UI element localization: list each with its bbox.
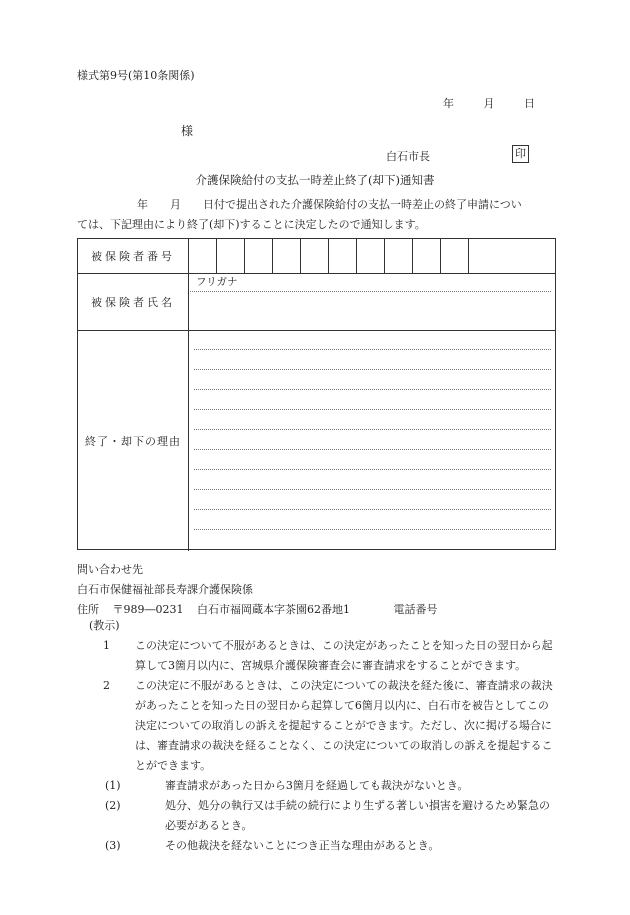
notice-item-2: 2 この決定に不服があるときは、この決定についての裁決を経た後に、審査請求の裁決があったことを知った日の翌日から起算して6箇月以内に、白石市を被告としてこの決定についての取消しの訴えを提起することができます。ただし、次に掲げる場合には、審査請求の裁決を経ることなく、この決定についての取消しの訴えを提起することができます。 bbox=[103, 679, 553, 772]
seal-mark: 印 bbox=[512, 145, 529, 163]
issuer: 白石市長 bbox=[386, 150, 430, 163]
notice-item-1: 1 この決定について不服があるときは、この決定があったことを知った日の翌日から起算して3箇月以内に、宮城県介護保険審査会に審査請求をすることができます。 bbox=[103, 639, 553, 672]
number-box[interactable] bbox=[217, 239, 245, 273]
number-box[interactable] bbox=[273, 239, 301, 273]
insured-name-row bbox=[78, 274, 555, 331]
reason-dotted-line[interactable] bbox=[194, 369, 551, 370]
reason-dotted-line[interactable] bbox=[194, 409, 551, 410]
form-number: 様式第9号(第10条関係) bbox=[77, 69, 195, 82]
insured-number-row bbox=[78, 239, 555, 274]
reason-dotted-line[interactable] bbox=[194, 489, 551, 490]
date-month: 月 bbox=[483, 97, 495, 110]
notice-block bbox=[77, 616, 557, 856]
address-label: 住所 bbox=[77, 603, 99, 616]
phone-label: 電話番号 bbox=[393, 603, 438, 616]
date-line bbox=[443, 95, 535, 111]
number-box[interactable] bbox=[413, 239, 441, 273]
number-box[interactable] bbox=[441, 239, 469, 273]
number-box[interactable] bbox=[245, 239, 273, 273]
number-box[interactable] bbox=[189, 239, 217, 273]
document-title: 介護保険給付の支払一時差止終了(却下)通知書 bbox=[195, 173, 435, 187]
reason-dotted-line[interactable] bbox=[194, 349, 551, 350]
form-table bbox=[77, 238, 556, 550]
reason-dotted-line[interactable] bbox=[194, 389, 551, 390]
notice-subitem-3: (3) その他裁決を経ないことにつき正当な理由があるとき。 bbox=[105, 839, 440, 852]
contact-block bbox=[77, 560, 438, 620]
body-line-1: 年 月 日付で提出された介護保険給付の支払一時差止の終了申請につい bbox=[137, 198, 522, 211]
reason-dotted-line[interactable] bbox=[194, 529, 551, 530]
reason-row bbox=[78, 331, 555, 551]
body-text bbox=[77, 195, 557, 235]
body-line-2: ては、下記理由により終了(却下)することに決定したので通知します。 bbox=[77, 218, 426, 231]
postal-code: 〒989―0231 bbox=[112, 603, 184, 616]
reason-dotted-line[interactable] bbox=[194, 469, 551, 470]
date-day: 日 bbox=[524, 97, 535, 110]
number-box[interactable] bbox=[385, 239, 413, 273]
number-box[interactable] bbox=[357, 239, 385, 273]
number-box[interactable] bbox=[301, 239, 329, 273]
address-text: 白石市福岡蔵本字茶園62番地1 bbox=[197, 603, 350, 616]
furigana-label: フリガナ bbox=[196, 276, 238, 288]
reason-dotted-line[interactable] bbox=[194, 429, 551, 430]
contact-department: 白石市保健福祉部長寿課介護保険係 bbox=[77, 583, 253, 596]
date-year: 年 bbox=[443, 97, 454, 110]
notice-subitem-1: (1) 審査請求があった日から3箇月を経過しても裁決がないとき。 bbox=[105, 779, 469, 792]
addressee-suffix: 様 bbox=[181, 124, 194, 138]
notice-subitem-2: (2) 処分、処分の執行又は手続の続行により生ずる著しい損害を避けるため緊急の必要があるとき。 bbox=[105, 799, 550, 832]
furigana-dotted-line bbox=[190, 291, 551, 292]
reason-dotted-line[interactable] bbox=[194, 449, 551, 450]
insured-number-label: 被保険者番号 bbox=[78, 239, 189, 273]
notice-heading: (教示) bbox=[89, 619, 120, 632]
number-box[interactable] bbox=[329, 239, 357, 273]
insured-name-label: 被保険者氏名 bbox=[78, 274, 189, 330]
contact-heading: 問い合わせ先 bbox=[77, 563, 143, 576]
reason-dotted-line[interactable] bbox=[194, 509, 551, 510]
reason-label: 終了・却下の理由 bbox=[78, 331, 189, 551]
